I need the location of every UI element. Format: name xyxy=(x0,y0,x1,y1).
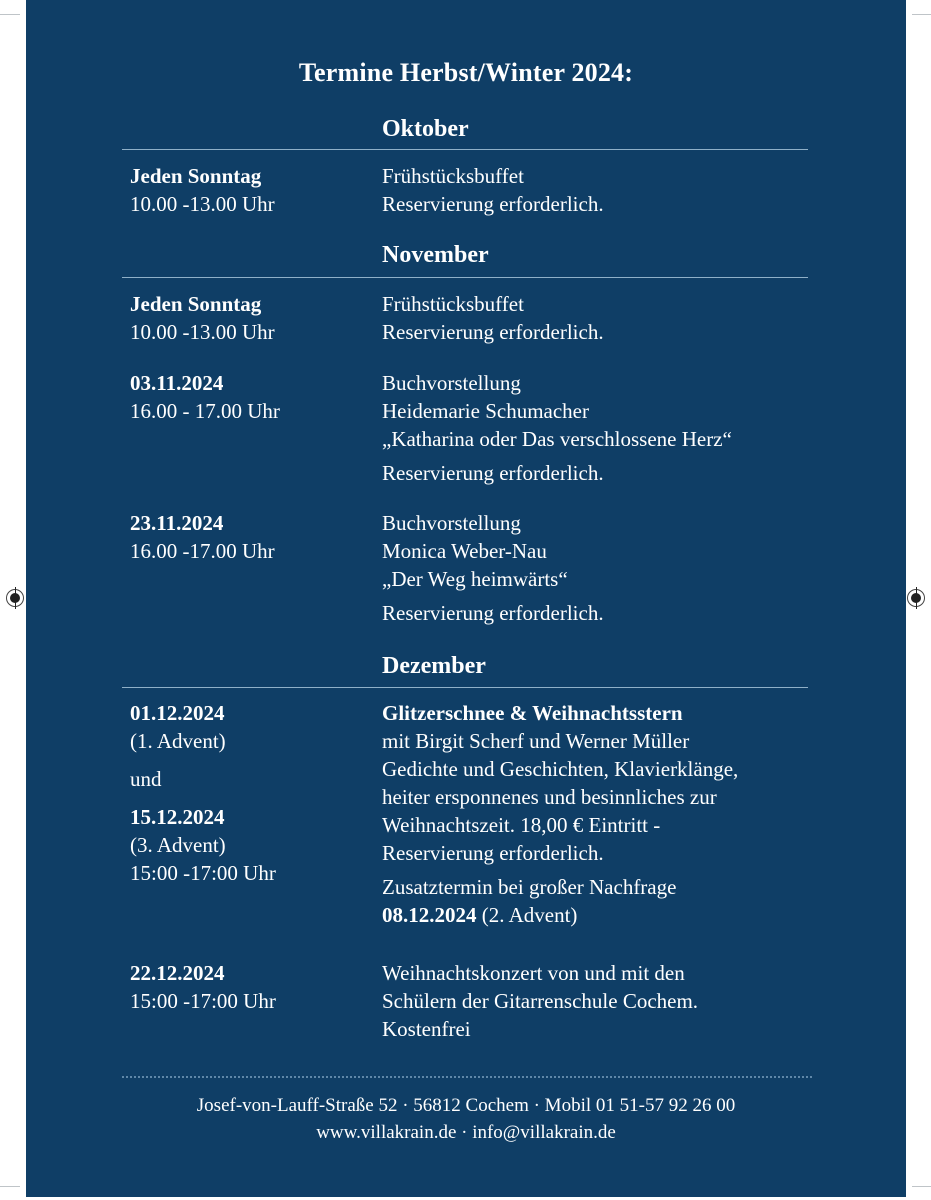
event-note: (3. Advent) xyxy=(130,833,226,857)
flyer-panel xyxy=(26,0,906,1197)
event-line: Weihnachtskonzert von und mit den xyxy=(382,961,685,985)
footer-web: www.villakrain.de · info@villakrain.de xyxy=(316,1122,616,1143)
event-description xyxy=(382,369,732,487)
event-line: Monica Weber-Nau xyxy=(382,539,547,563)
event-line: Kostenfrei xyxy=(382,1017,471,1041)
event-date-block xyxy=(130,290,275,346)
event-line: Buchvorstellung xyxy=(382,511,521,535)
event-connector: und xyxy=(130,767,162,791)
month-heading-november: November xyxy=(382,242,489,268)
event-note: (1. Advent) xyxy=(130,729,226,753)
event-time: 15:00 -17:00 Uhr xyxy=(130,989,276,1013)
event-line: Heidemarie Schumacher xyxy=(382,399,589,423)
event-line: Zusatztermin bei großer Nachfrage xyxy=(382,875,677,899)
event-headline: Glitzerschnee & Weihnachtsstern xyxy=(382,701,683,725)
event-date-block xyxy=(130,509,275,565)
event-line: heiter ersponnenes und besinnliches zur xyxy=(382,785,717,809)
event-date-block xyxy=(130,162,275,218)
event-line: „Katharina oder Das verschlossene Herz“ xyxy=(382,427,732,451)
divider xyxy=(122,277,808,278)
event-extra-note: (2. Advent) xyxy=(476,903,578,927)
event-line: Reservierung erforderlich. xyxy=(382,192,604,216)
footer-divider xyxy=(122,1076,812,1078)
event-date: 22.12.2024 xyxy=(130,961,225,985)
event-line: Reservierung erforderlich. xyxy=(382,841,604,865)
crop-mark xyxy=(912,14,931,15)
event-description xyxy=(382,162,604,218)
event-line: Frühstücksbuffet xyxy=(382,164,524,188)
event-date: 01.12.2024 xyxy=(130,701,225,725)
event-line: Weihnachtszeit. 18,00 € Eintritt - xyxy=(382,813,661,837)
event-description xyxy=(382,290,604,346)
registration-mark-icon xyxy=(6,589,24,607)
event-date: 03.11.2024 xyxy=(130,371,224,395)
event-line: Reservierung erforderlich. xyxy=(382,320,604,344)
event-line: Frühstücksbuffet xyxy=(382,292,524,316)
event-date-block xyxy=(130,959,276,1015)
event-description xyxy=(382,959,698,1043)
footer-address: Josef-von-Lauff-Straße 52 · 56812 Cochem · Mobil 01 51-57 92 26 00 xyxy=(196,1095,736,1116)
event-date: Jeden Sonntag xyxy=(130,292,262,316)
crop-mark xyxy=(0,14,20,15)
month-heading-oktober: Oktober xyxy=(382,116,469,142)
event-description xyxy=(382,699,738,929)
month-heading-dezember: Dezember xyxy=(382,653,486,679)
event-date-block xyxy=(130,699,276,887)
event-time: 16.00 -17.00 Uhr xyxy=(130,539,275,563)
event-time: 16.00 - 17.00 Uhr xyxy=(130,399,280,423)
event-date: Jeden Sonntag xyxy=(130,164,262,188)
crop-mark xyxy=(0,1186,20,1187)
event-extra-date-line xyxy=(382,901,738,929)
divider xyxy=(122,687,808,688)
event-line: Schülern der Gitarrenschule Cochem. xyxy=(382,989,699,1013)
event-date-block xyxy=(130,369,280,425)
event-date: 15.12.2024 xyxy=(130,805,225,829)
event-line: Reservierung erforderlich. xyxy=(382,601,604,625)
event-time: 10.00 -13.00 Uhr xyxy=(130,192,275,216)
event-line: Gedichte und Geschichten, Klavierklänge, xyxy=(382,757,739,781)
event-extra-date: 08.12.2024 xyxy=(382,903,477,927)
crop-mark xyxy=(912,1186,931,1187)
event-line: Buchvorstellung xyxy=(382,371,521,395)
divider xyxy=(122,149,808,150)
event-description xyxy=(382,509,604,627)
registration-mark-icon xyxy=(907,589,925,607)
footer-contact xyxy=(26,1092,906,1146)
event-time: 15:00 -17:00 Uhr xyxy=(130,861,276,885)
event-time: 10.00 -13.00 Uhr xyxy=(130,320,275,344)
page-title: Termine Herbst/Winter 2024: xyxy=(298,58,634,87)
event-date: 23.11.2024 xyxy=(130,511,224,535)
event-line: „Der Weg heimwärts“ xyxy=(382,567,568,591)
event-line: Reservierung erforderlich. xyxy=(382,461,604,485)
event-line: mit Birgit Scherf und Werner Müller xyxy=(382,729,690,753)
